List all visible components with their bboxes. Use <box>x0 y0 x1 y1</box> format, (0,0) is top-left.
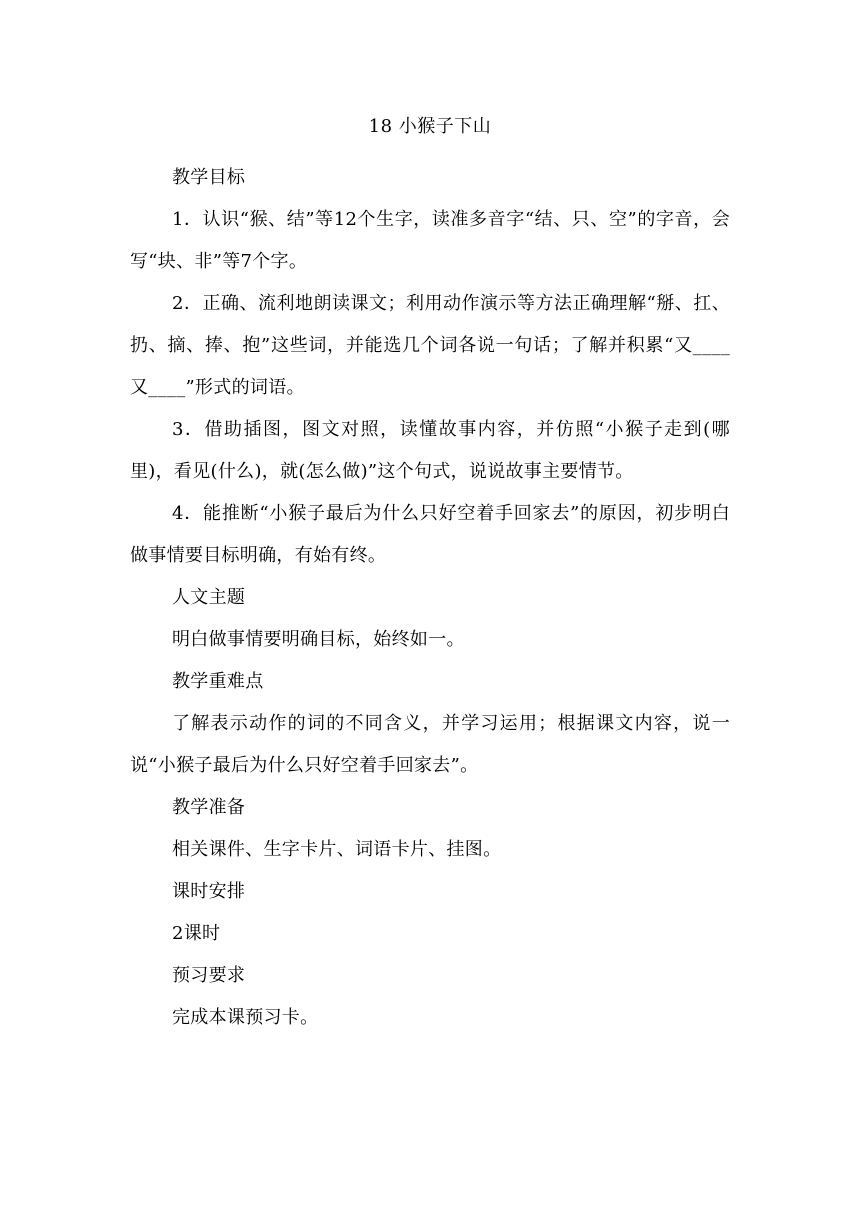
objectives-heading: 教学目标 <box>172 167 246 188</box>
theme-heading: 人文主题 <box>172 587 246 608</box>
preparation-heading: 教学准备 <box>172 797 246 818</box>
lesson-title: 18 小猴子下山 <box>368 116 492 137</box>
key-points-text: 了解表示动作的词的不同含义，并学习运用；根据课文内容，说一说“小猴子最后为什么只好空着手回家去”。 <box>130 713 730 776</box>
objective-item-1: 1．认识“猴、结”等12个生字，读准多音字“结、只、空”的字音，会写“块、非”等7个字。 <box>130 209 730 272</box>
lesson-content <box>130 157 730 1039</box>
objective-item-4: 4．能推断“小猴子最后为什么只好空着手回家去”的原因，初步明白做事情要目标明确，有始有终。 <box>130 503 730 566</box>
objective-item-3: 3．借助插图，图文对照，读懂故事内容，并仿照“小猴子走到(哪里)，看见(什么)，就(怎么做)”这个句式，说说故事主要情节。 <box>130 419 730 482</box>
theme-text: 明白做事情要明确目标，始终如一。 <box>172 629 465 650</box>
key-points-heading: 教学重难点 <box>172 671 264 692</box>
preview-heading: 预习要求 <box>172 965 246 986</box>
preparation-text: 相关课件、生字卡片、词语卡片、挂图。 <box>172 839 502 860</box>
objective-item-2: 2．正确、流利地朗读课文；利用动作演示等方法正确理解“掰、扛、扔、摘、捧、抱”这些词，并能选几个词各说一句话；了解并积累“又____又____”形式的词语。 <box>130 293 730 398</box>
schedule-heading: 课时安排 <box>172 881 246 902</box>
schedule-text: 2课时 <box>172 923 221 944</box>
preview-text: 完成本课预习卡。 <box>172 1007 319 1028</box>
